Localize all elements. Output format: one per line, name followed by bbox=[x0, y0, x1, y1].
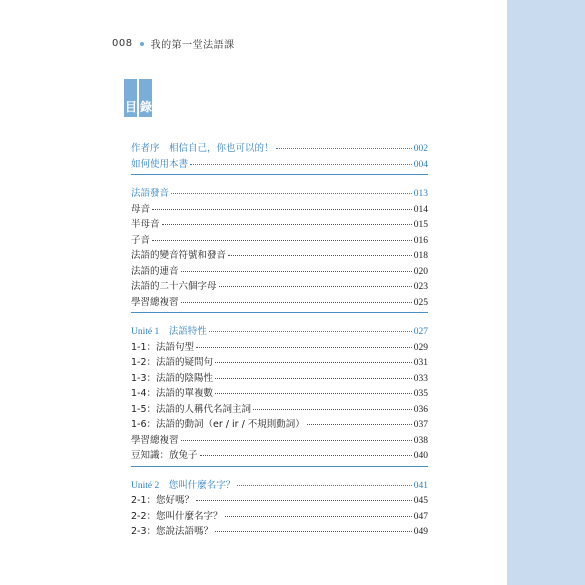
toc-entry-label: 1-6：法語的動詞（er / ir / 不規則動詞） bbox=[131, 419, 305, 430]
toc-entry-label: 如何使用本書 bbox=[131, 159, 189, 170]
toc-entry-label: Unité 2 您叫什麼名字？ bbox=[131, 480, 236, 491]
toc-entry-page: 014 bbox=[413, 204, 428, 215]
background-band bbox=[507, 0, 585, 585]
toc-entry-page: 047 bbox=[413, 511, 428, 522]
toc-entry-page: 016 bbox=[413, 235, 428, 246]
toc-heading-entry[interactable] bbox=[131, 477, 428, 493]
toc-entry-page: 013 bbox=[413, 189, 428, 199]
book-title: 我的第一堂法語課 bbox=[150, 40, 235, 51]
dot-leader bbox=[181, 440, 412, 441]
dot-leader bbox=[209, 331, 412, 332]
toc-entry-label: 1-3：法語的陰陽性 bbox=[131, 372, 214, 384]
dot-leader bbox=[181, 271, 412, 272]
dot-leader bbox=[215, 362, 412, 363]
dot-leader bbox=[190, 164, 412, 165]
page-number: 008 bbox=[112, 38, 133, 49]
dot-leader bbox=[215, 378, 412, 379]
toc-section bbox=[131, 140, 428, 175]
toc-entry[interactable] bbox=[131, 416, 428, 432]
toc-entry[interactable] bbox=[131, 354, 428, 370]
toc-heading-entry[interactable] bbox=[131, 185, 428, 201]
dot-leader bbox=[181, 302, 412, 303]
toc-entry[interactable] bbox=[131, 523, 428, 539]
page-header bbox=[112, 36, 235, 51]
toc-entry-page: 004 bbox=[413, 159, 428, 170]
toc-entry[interactable] bbox=[131, 385, 428, 401]
toc-entry-label: 半母音 bbox=[131, 219, 160, 230]
toc-entry-page: 025 bbox=[413, 297, 428, 308]
toc-entry-page: 045 bbox=[413, 496, 428, 506]
toc-entry[interactable] bbox=[131, 232, 428, 248]
toc-entry[interactable] bbox=[131, 247, 428, 263]
toc-entry-page: 020 bbox=[413, 266, 428, 277]
toc-entry-page: 038 bbox=[413, 435, 428, 446]
toc-entry[interactable] bbox=[131, 339, 428, 355]
toc-entry-page: 037 bbox=[413, 420, 428, 430]
toc-entry-page: 035 bbox=[413, 389, 428, 399]
dot-leader bbox=[162, 224, 412, 225]
toc-entry-label: 1-5：法語的人稱代名詞主詞 bbox=[131, 403, 252, 415]
toc-entry[interactable] bbox=[131, 370, 428, 386]
toc-entry[interactable] bbox=[131, 216, 428, 232]
toc-entry-label: 2-3：您說法語嗎？ bbox=[131, 526, 214, 537]
toc-entry-label: 法語的連音 bbox=[131, 265, 179, 277]
toc-entry[interactable] bbox=[131, 201, 428, 217]
toc-entry-page: 029 bbox=[413, 342, 428, 353]
toc-entry-page: 018 bbox=[413, 251, 428, 261]
toc-entry-label: 作者序 相信自己，你也可以的！ bbox=[131, 144, 274, 154]
dot-leader bbox=[228, 255, 412, 256]
dot-leader bbox=[171, 193, 412, 194]
toc-title: 目錄 bbox=[125, 100, 156, 114]
dot-leader bbox=[152, 209, 412, 210]
dot-leader bbox=[237, 485, 412, 486]
toc-entry[interactable] bbox=[131, 508, 428, 524]
toc-entry-page: 041 bbox=[413, 480, 428, 491]
toc-entry-label: 法語發音 bbox=[131, 189, 170, 199]
toc-heading-entry[interactable] bbox=[131, 140, 428, 156]
toc-entry[interactable] bbox=[131, 432, 428, 448]
toc-entry-label: 豆知識：放兔子 bbox=[131, 450, 198, 461]
toc-entry[interactable] bbox=[131, 492, 428, 508]
dot-leader bbox=[215, 531, 412, 532]
toc-entry-label: 1-4：法語的單複數 bbox=[131, 388, 214, 399]
toc-entry[interactable] bbox=[131, 263, 428, 279]
dot-leader bbox=[219, 286, 412, 287]
toc-entry-label: 學習總複習 bbox=[131, 434, 179, 446]
toc-entry-label: 法語的二十六個字母 bbox=[131, 281, 217, 292]
toc-entry-page: 015 bbox=[413, 220, 428, 230]
dot-leader bbox=[307, 424, 412, 425]
dot-leader bbox=[152, 240, 412, 241]
toc-entry-page: 023 bbox=[413, 282, 428, 292]
toc-entry[interactable] bbox=[131, 294, 428, 310]
toc-entry-page: 031 bbox=[413, 358, 428, 368]
table-of-contents bbox=[131, 140, 428, 552]
toc-section bbox=[131, 477, 428, 542]
toc-entry[interactable] bbox=[131, 401, 428, 417]
toc-entry-page: 033 bbox=[413, 373, 428, 384]
dot-leader bbox=[225, 516, 412, 517]
toc-entry-label: 1-1：法語句型 bbox=[131, 341, 195, 353]
dot-leader bbox=[215, 393, 412, 394]
toc-heading-entry[interactable] bbox=[131, 323, 428, 339]
toc-heading-entry[interactable] bbox=[131, 156, 428, 172]
toc-section bbox=[131, 323, 428, 467]
toc-entry-label: 2-2：您叫什麼名字？ bbox=[131, 510, 223, 522]
bullet-dot-icon bbox=[140, 42, 144, 46]
toc-entry-page: 040 bbox=[413, 451, 428, 461]
toc-entry-page: 036 bbox=[413, 404, 428, 415]
dot-leader bbox=[196, 500, 412, 501]
dot-leader bbox=[200, 455, 412, 456]
toc-entry-label: 學習總複習 bbox=[131, 296, 179, 308]
toc-entry-label: 2-1：您好嗎？ bbox=[131, 495, 195, 506]
toc-section bbox=[131, 185, 428, 313]
toc-entry-label: 母音 bbox=[131, 203, 151, 215]
dot-leader bbox=[276, 148, 412, 149]
toc-entry[interactable] bbox=[131, 447, 428, 463]
dot-leader bbox=[196, 347, 412, 348]
toc-entry-label: 1-2：法語的疑問句 bbox=[131, 357, 214, 368]
toc-entry-label: 法語的變音符號和發音 bbox=[131, 250, 227, 261]
toc-entry-page: 049 bbox=[413, 527, 428, 537]
toc-entry-label: Unité 1 法語特性 bbox=[131, 327, 207, 337]
toc-entry-page: 002 bbox=[413, 144, 428, 154]
dot-leader bbox=[253, 409, 412, 410]
toc-entry-label: 子音 bbox=[131, 234, 151, 246]
toc-entry-page: 027 bbox=[413, 327, 428, 337]
toc-entry[interactable] bbox=[131, 278, 428, 294]
